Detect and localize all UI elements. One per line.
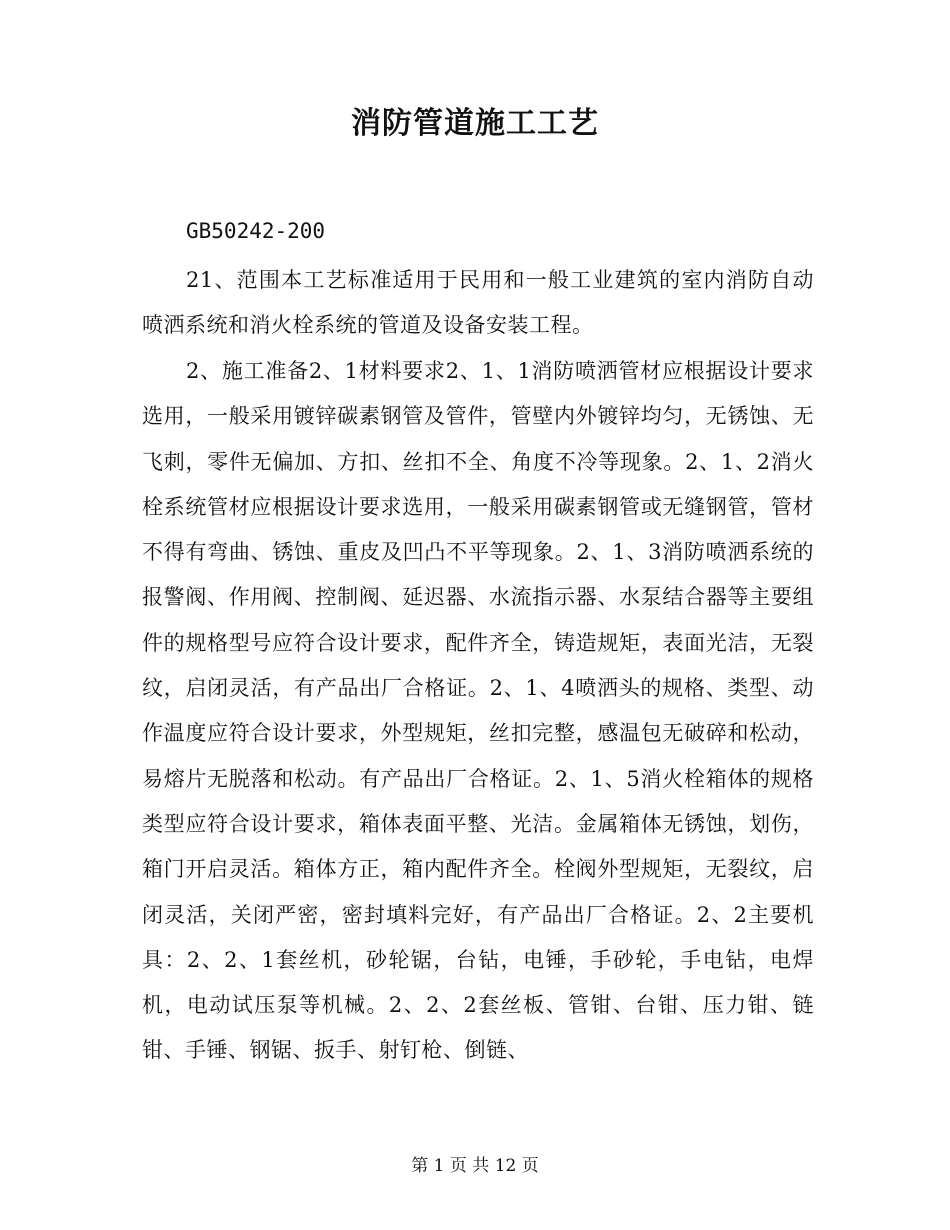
- paragraph-preparation: 2、施工准备2、1材料要求2、1、1消防喷洒管材应根据设计要求选用，一般采用镀锌碳素钢管及管件，管壁内外镀锌均匀，无锈蚀、无飞刺，零件无偏加、方扣、丝扣不全、角度不冷等现象。2、1、2消火栓系统管材应根据设计要求选用，一般采用碳素钢管或无缝钢管，管材不得有弯曲、锈蚀、重皮及凹凸不平等现象。2、1、3消防喷洒系统的报警阀、作用阀、控制阀、延迟器、水流指示器、水泵结合器等主要组件的规格型号应符合设计要求，配件齐全，铸造规矩，表面光洁，无裂纹，启闭灵活，有产品出厂合格证。2、1、4喷洒头的规格、类型、动作温度应符合设计要求，外型规矩，丝扣完整，感温包无破碎和松动，易熔片无脱落和松动。有产品出厂合格证。2、1、5消火栓箱体的规格类型应符合设计要求，箱体表面平整、光洁。金属箱体无锈蚀，划伤，箱门开启灵活。箱体方正，箱内配件齐全。栓阀外型规矩，无裂纹，启闭灵活，关闭严密，密封填料完好，有产品出厂合格证。2、2主要机具：2、2、1套丝机，砂轮锯，台钻，电锤，手砂轮，手电钻，电焊机，电动试压泵等机械。2、2、2套丝板、管钳、台钳、压力钳、链钳、手锤、钢锯、扳手、射钉枪、倒链、: [142, 359, 814, 1063]
- page-footer: 第 1 页 共 12 页: [411, 1156, 539, 1176]
- document-title: 消防管道施工工艺: [351, 106, 599, 141]
- paragraph-scope: 21、范围本工艺标准适用于民用和一般工业建筑的室内消防自动喷洒系统和消火栓系统的管道及设备安装工程。: [142, 268, 814, 338]
- standard-code: GB50242-200: [186, 219, 326, 243]
